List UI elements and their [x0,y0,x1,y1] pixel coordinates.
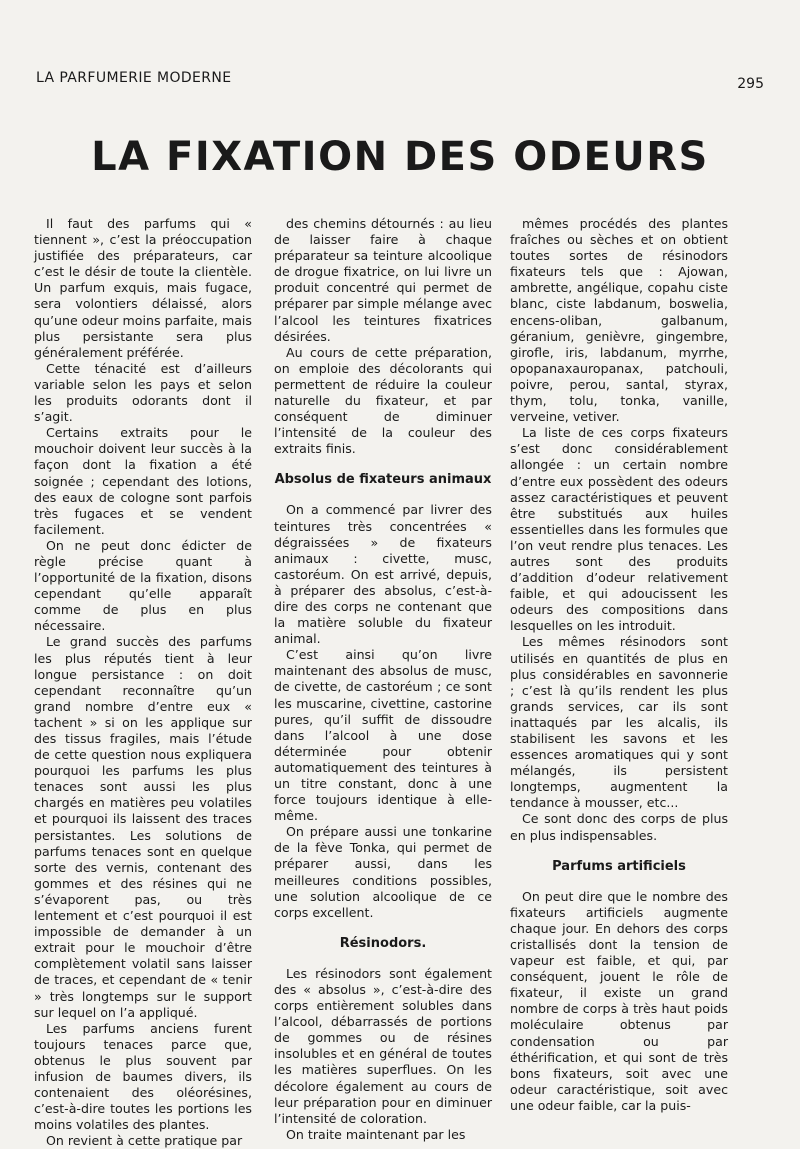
paragraph: On revient à cette pratique par [46,1133,243,1149]
paragraph: Certains extraits pour le mouchoir doivent leur succès à la façon dont la fixation a été soignée ; cependant des lotions, des eaux de cologne sont parfois très fugaces et se vendent facilement. [34,425,252,537]
section-heading-parfums-artificiels: Parfums artificiels [552,858,686,874]
paragraph: On peut dire que le nombre des fixateurs artificiels augmente chaque jour. En dehors des corps cristallisés dont la tension de vapeur est faible, et qui, par conséquent, jouent le rôle de fixateur, il existe un grand nombre de corps à très haut poids moléculaire obtenus par condensation ou par éthérification, et qui sont de très bons fixateurs, soit avec une odeur caractéristique, soit avec une odeur faible, car la puis- [510,888,728,1113]
paragraph: On ne peut donc édicter de règle précise quant à l’opportunité de la fixation, disons cependant qu’elle apparaît comme de plus en plus nécessaire. [34,537,252,634]
paragraph: Les mêmes résinodors sont utilisés en quantités de plus en plus considérables en savonnerie ; c’est là qu’ils rendent les plus grands services, car ils sont inattaqués par les alcalis, ils stabilisent les savons et les essences aromatiques qui y sont mélangés, ils persistent longtemps, augmentent la tendance à mousser, etc... [510,634,728,811]
column-2 [274,216,492,1143]
paragraph: des chemins détournés : au lieu de laisser faire à chaque préparateur sa teinture alcoolique de drogue fixatrice, on lui livre un produit concentré qui permet de préparer par simple mélange avec l’alcool les teintures fixatrices désirées. [274,216,492,344]
paragraph: On traite maintenant par les [286,1126,466,1142]
paragraph: Les résinodors sont également des « absolus », c’est-à-dire des corps entièrement solubles dans l’alcool, débarrassés de portions de gommes ou de résines insolubles et en général de toutes les matières superflues. On les décolore également au cours de leur préparation pour en diminuer l’intensité de coloration. [274,965,492,1126]
paragraph: Au cours de cette préparation, on emploie des décolorants qui permettent de réduire la couleur naturelle du fixateur, et par conséquent de diminuer l’intensité de la couleur des extraits finis. [274,344,492,457]
running-head: LA PARFUMERIE MODERNE [36,70,232,86]
paragraph: Il faut des parfums qui « tiennent », c’est la préoccupation justifiée des préparateurs, car c’est le désir de toute la clientèle. Un parfum exquis, mais fugace, sera volontiers délaissé, alors qu’une odeur moins parfaite, mais plus persistante sera plus généralement préférée. [34,216,252,360]
page-number: 295 [737,76,764,92]
paragraph: Ce sont donc des corps de plus en plus indispensables. [510,811,728,843]
page-header [36,70,764,92]
paragraph: On a commencé par livrer des teintures très concentrées « dégraissées » de fixateurs animaux : civette, musc, castoréum. On est arrivé, depuis, à préparer des absolus, c’est-à-dire des corps ne contenant que la matière soluble du fixateur animal. [274,502,492,647]
paragraph: Le grand succès des parfums les plus réputés tient à leur longue persistance : on doit cependant reconnaître qu’un grand nombre d’entre eux « tachent » si on les applique sur des tissus fragiles, mais l’étude de cette question nous expliquera pourquoi les parfums les plus tenaces sont aussi les plus chargés en matières peu volatiles et pourquoi ils laissent des traces persistantes. Les solutions de parfums tenaces sont en quelque sorte des vernis, contenant des gommes et des résines qui ne s’évaporent pas, ou très lentement et c’est pourquoi il est impossible de demander à un extrait pour le mouchoir d’être complètement volatil sans laisser de traces, et cependant de « tenir » très longtemps sur le support sur lequel on l’a appliqué. [34,634,252,1020]
paragraph: C’est ainsi qu’on livre maintenant des absolus de musc, de civette, de castoréum ; ce sont les muscarine, civettine, castorine pures, qu’il suffit de dissoudre dans l’alcool à une dose déterminée pour obtenir automatiquement des teintures à un titre constant, donc à une force toujours identique à elle-même. [274,647,492,824]
paragraph: Cette ténacité est d’ailleurs variable selon les pays et selon les produits odorants dont il s’agit. [34,360,252,425]
section-heading-absolus: Absolus de fixateurs animaux [274,472,492,488]
article-title: LA FIXATION DES ODEURS [91,134,709,180]
paragraph: La liste de ces corps fixateurs s’est donc considérablement allongée : un certain nombre d’entre eux possèdent des odeurs assez caractéristiques et peuvent être substitués aux huiles essentielles dans les formules que l’on veut rendre plus tenaces. Les autres sont des produits d’addition d’odeur relativement faible, et qui adoucissent les odeurs des compositions dans lesquelles on les introduit. [510,425,728,634]
section-heading-resinodors: Résinodors. [339,935,427,951]
paragraph: Les parfums anciens furent toujours tenaces parce que, obtenus le plus souvent par infusion de baumes divers, ils contenaient des oléorésines, c’est-à-dire toutes les portions les moins volatiles des plantes. [34,1020,252,1133]
paragraph: mêmes procédés des plantes fraîches ou sèches et on obtient toutes sortes de résinodors fixateurs tels que : Ajowan, ambrette, angélique, copahu ciste blanc, ciste labdanum, boswelia, encens-oliban, galbanum, géranium, genièvre, gingembre, girofle, iris, labdanum, myrrhe, opopanaxauropanax, patchouli, poivre, perou, santal, styrax, thym, tolu, tonka, vanille, verveine, vetiver. [510,216,728,425]
paragraph: On prépare aussi une tonkarine de la fève Tonka, qui permet de préparer aussi, dans les meilleures conditions possibles, une solution alcoolique de ce corps excellent. [274,824,492,920]
column-1 [34,216,252,1149]
column-3 [510,216,728,1114]
